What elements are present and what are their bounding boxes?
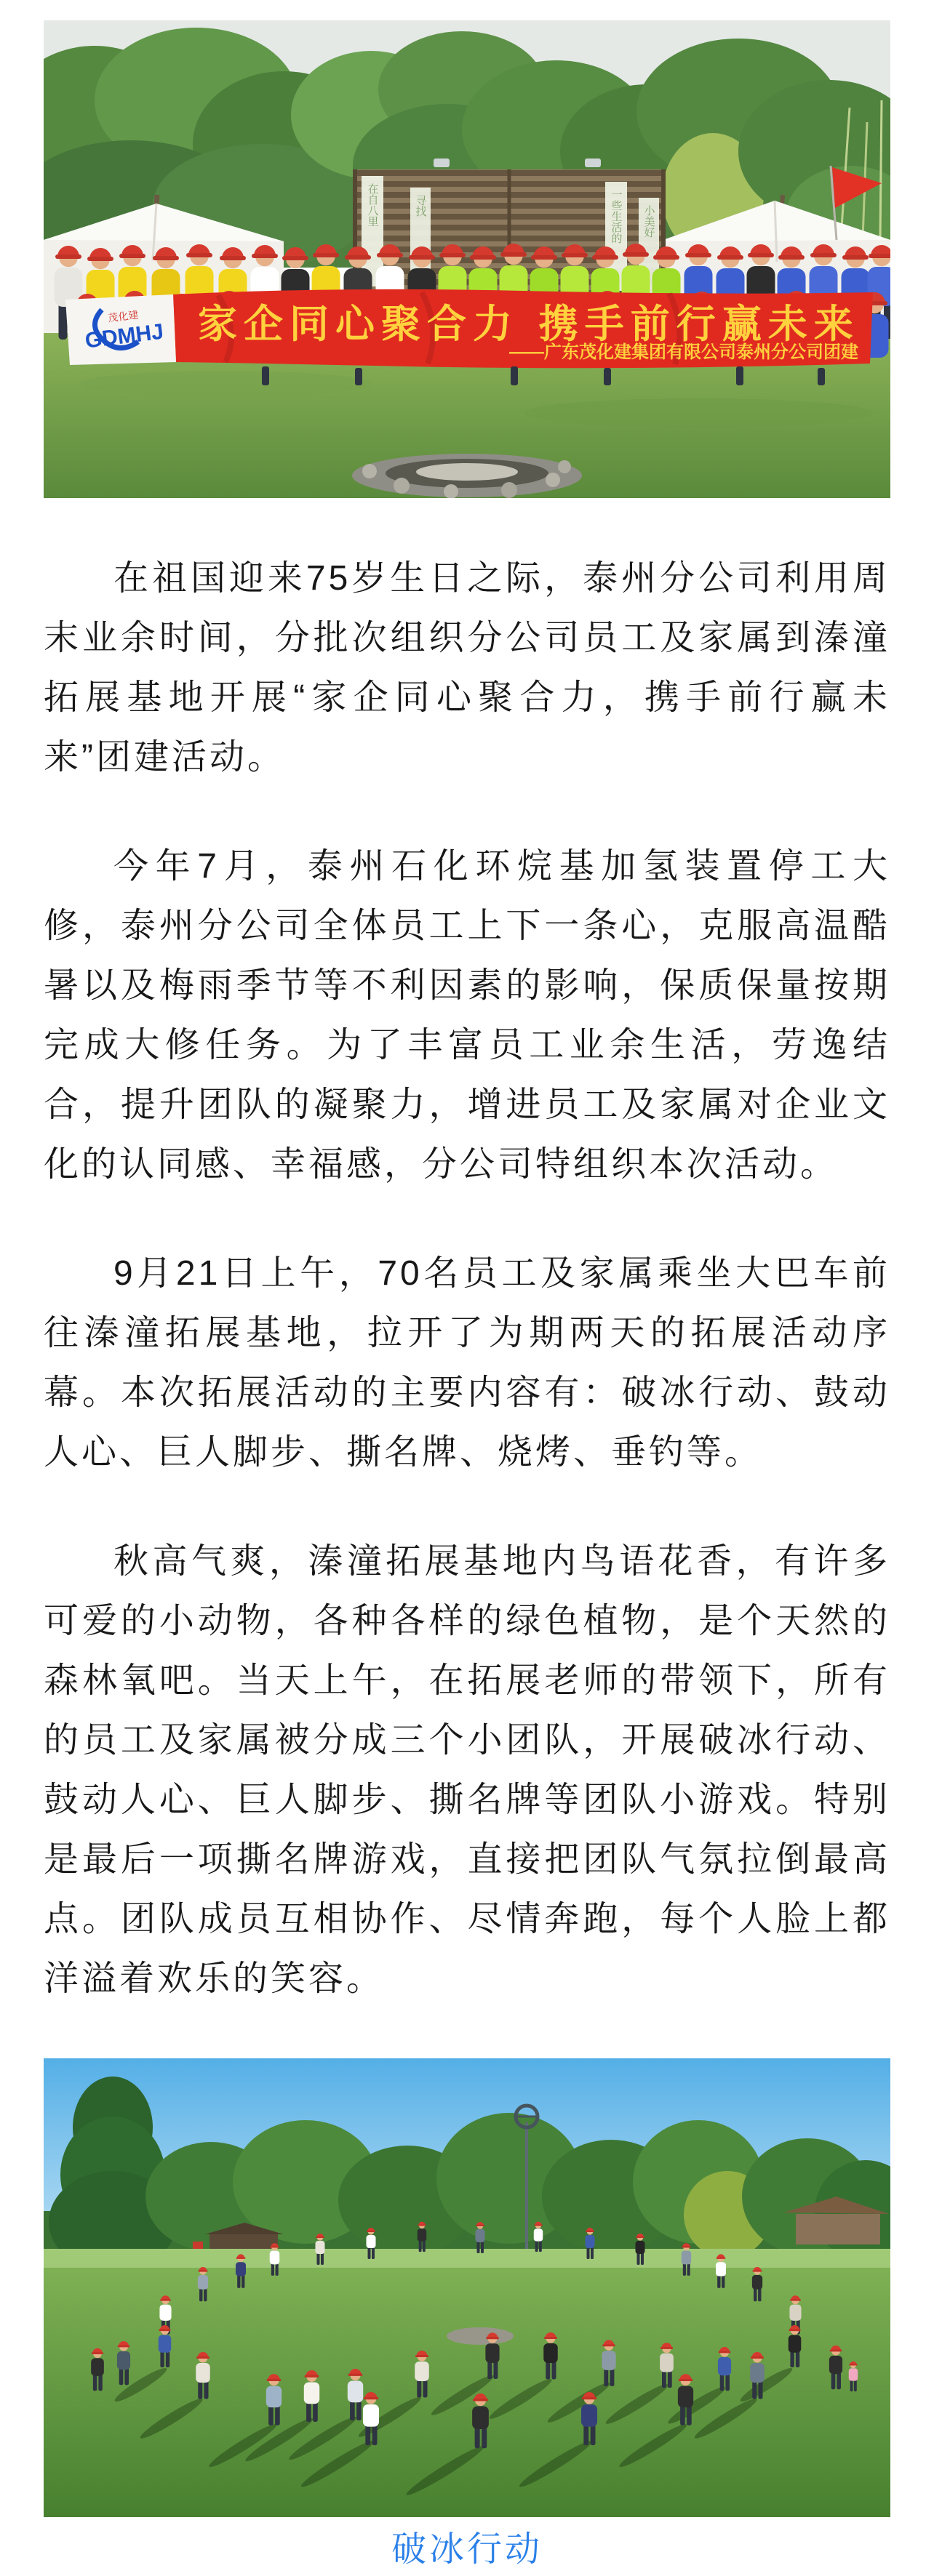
paragraph-2: 今年7月，泰州石化环烷基加氢装置停工大修，泰州分公司全体员工上下一条心，克服高温酷暑以及梅雨季节等不利因素的影响，保质保量按期完成大修任务。为了丰富员工业余生活，劳逸结合，提升团队的凝聚力，增进员工及家属对企业文化的认同感、幸福感，分公司特组织本次活动。	[44, 847, 890, 1184]
banner	[65, 289, 873, 368]
scroll-text: 在自八里	[366, 183, 379, 227]
center-patch	[447, 2327, 514, 2345]
photo-caption: 破冰行动	[391, 2530, 543, 2569]
group-photo[interactable]	[44, 20, 890, 498]
group-photo-illustration	[44, 20, 890, 498]
icebreaker-photo[interactable]	[44, 2058, 890, 2517]
wall-lamp	[585, 159, 601, 167]
icebreaker-photo-illustration	[44, 2058, 890, 2517]
scroll-text: 寻找	[414, 195, 427, 217]
paragraph-4: 秋高气爽，溱潼拓展基地内鸟语花香，有许多可爱的小动物，各种各样的绿色植物，是个天然的森林氧吧。当天上午，在拓展老师的带领下，所有的员工及家属被分成三个小团队，开展破冰行动、鼓动人心、巨人脚步、撕名牌等团队小游戏。特别是最后一项撕名牌游戏，直接把团队气氛拉倒最高点。团队成员互相协作、尽情奔跑，每个人脸上都洋溢着欢乐的笑容。	[44, 1542, 890, 1998]
banner-logo-text: GDMHJ	[84, 319, 165, 353]
scroll-text: 一些生活的	[610, 189, 623, 244]
article-content	[0, 20, 934, 2572]
paragraph-1: 在祖国迎来75岁生日之际，泰州分公司利用周末业余时间，分批次组织分公司员工及家属到溱潼拓展基地开展“家企同心聚合力，携手前行赢未来”团建活动。	[44, 559, 890, 777]
banner-logo-cn: 茂化建	[107, 308, 140, 324]
banner-sub-text: ——广东茂化建集团有限公司泰州分公司团建	[509, 342, 858, 362]
wall-lamp	[434, 159, 450, 167]
banner-main-text: 家企同心聚合力 携手前行赢未来	[198, 300, 860, 347]
scroll-text: 小美好	[642, 205, 655, 238]
paragraph-3: 9月21日上午，70名员工及家属乘坐大巴车前往溱潼拓展基地，拉开了为期两天的拓展活动序幕。本次拓展活动的主要内容有：破冰行动、鼓动人心、巨人脚步、撕名牌、烧烤、垂钓等。	[44, 1254, 890, 1472]
article-page	[0, 20, 934, 2576]
